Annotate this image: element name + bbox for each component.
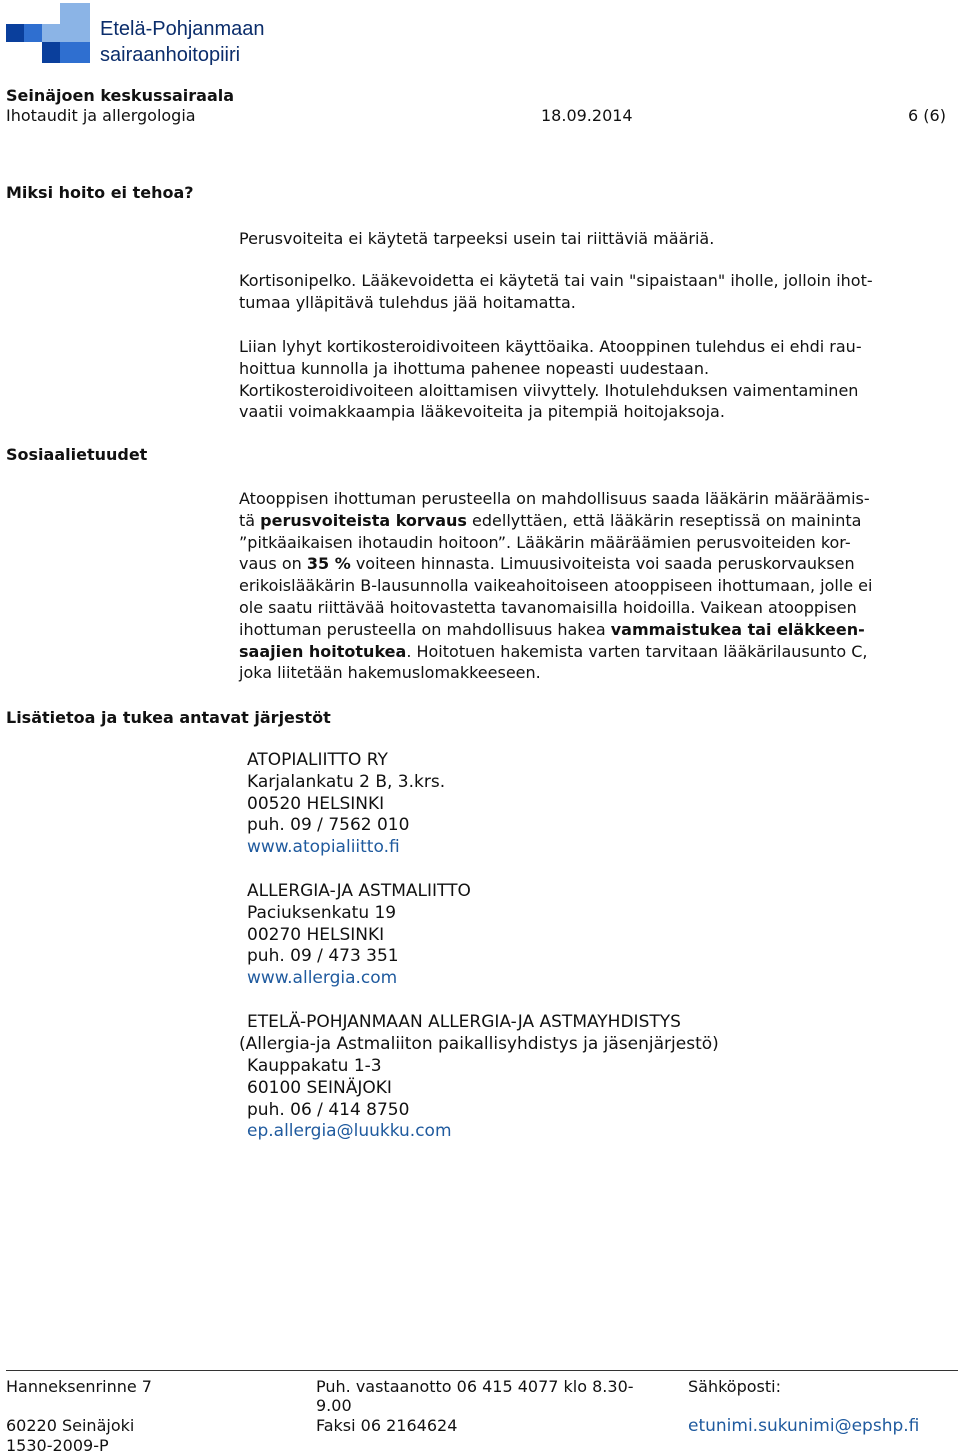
org-subtitle: (Allergia-ja Astmaliiton paikallisyhdistys ja jäsenjärjestö): [239, 1034, 719, 1054]
org-street: Paciuksenkatu 19: [247, 902, 397, 923]
footer-code: 1530-2009-P: [6, 1436, 109, 1455]
cross-logo-icon: [6, 3, 106, 65]
footer-phone-hours: 9.00: [316, 1396, 352, 1415]
org-website-link[interactable]: www.allergia.com: [247, 968, 398, 989]
text-line: Kortikosteroidivoiteen aloittamisen viivyttely. Ihotulehduksen vaimentaminen: [239, 380, 859, 400]
text-line: vaatii voimakkaampia lääkevoiteita ja pitempiä hoitojaksoja.: [239, 402, 725, 422]
section-heading-why: Miksi hoito ei tehoa?: [6, 183, 194, 202]
footer-email-label: Sähköposti:: [688, 1377, 781, 1396]
text-line: Liian lyhyt kortikosteroidivoiteen käyttöaika. Atooppinen tulehdus ei ehdi rau-: [239, 337, 862, 356]
text: edellyttäen, että lääkärin reseptissä on maininta: [466, 510, 862, 530]
bold-text: 35 %: [306, 554, 351, 574]
organization-name-line1: Etelä-Pohjanmaan: [100, 18, 265, 40]
org-name: ALLERGIA-JA ASTMALIITTO: [247, 881, 471, 901]
org-email-link[interactable]: ep.allergia@luukku.com: [247, 1121, 452, 1142]
org-city: 00270 HELSINKI: [247, 924, 385, 945]
text-line: ”pitkäaikaisen ihotaudin hoitoon”. Lääkärin määräämien perusvoiteiden kor-: [239, 532, 851, 552]
text: voiteen hinnasta. Limuusivoiteista voi saada peruskorvauksen: [350, 554, 855, 574]
org-street: Karjalankatu 2 B, 3.krs.: [247, 771, 446, 792]
organization-ep-yhdistys: [247, 1056, 452, 1143]
bold-text: perusvoiteista korvaus: [260, 510, 467, 530]
footer-fax: Faksi 06 2164624: [316, 1416, 458, 1435]
text-line: joka liitetään hakemuslomakkeeseen.: [239, 663, 541, 683]
bold-text: saajien hoitotukea: [239, 641, 407, 661]
text-line: tumaa ylläpitävä tulehdus jää hoitamatta.: [239, 292, 576, 312]
bold-text: vammaistukea tai eläkkeen-: [610, 619, 865, 639]
footer-divider: [6, 1370, 958, 1371]
text: . Hoitotuen hakemista varten tarvitaan lääkärilausunto C,: [406, 641, 868, 661]
organization-allergialiitto: [247, 881, 471, 990]
org-name: ETELÄ-POHJANMAAN ALLERGIA-JA ASTMAYHDISTYS: [247, 1012, 681, 1032]
org-city: 00520 HELSINKI: [247, 793, 385, 814]
text: ihottuman perusteella on mahdollisuus hakea: [239, 619, 611, 639]
org-phone: puh. 09 / 473 351: [247, 946, 399, 967]
text-line: hoittua kunnolla ja ihottuma pahenee nopeasti uudestaan.: [239, 358, 710, 378]
organization-name: [100, 18, 265, 66]
paragraph: Perusvoiteita ei käytetä tarpeeksi usein tai riittäviä määriä.: [239, 229, 715, 248]
org-street: Kauppakatu 1-3: [247, 1056, 382, 1076]
text-line: ole saatu riittävää hoitovastetta tavanomaisilla hoidoilla. Vaikean atooppisen: [239, 597, 857, 617]
text-line: [239, 553, 872, 575]
document-date: 18.09.2014: [541, 106, 633, 125]
text-line: [239, 641, 872, 663]
section-heading-social-benefits: Sosiaalietuudet: [6, 445, 148, 464]
org-city: 60100 SEINÄJOKI: [247, 1077, 392, 1098]
footer-street: Hanneksenrinne 7: [6, 1377, 152, 1396]
org-name: ATOPIALIITTO RY: [247, 750, 388, 770]
text-line: erikoislääkärin B-lausunnolla vaikeahoitoiseen atooppiseen ihottumaan, jolle ei: [239, 576, 873, 596]
organization-atopialiitto: [247, 750, 445, 859]
text: vaus on: [239, 554, 307, 574]
paragraph: [239, 488, 872, 684]
text-line: Atooppisen ihottuman perusteella on mahdollisuus saada lääkärin määräämis-: [239, 489, 870, 508]
text-line: Kortisonipelko. Lääkevoidetta ei käytetä tai vain "sipaistaan" iholle, jolloin ihot-: [239, 271, 873, 290]
page-number: 6 (6): [908, 106, 946, 125]
footer-city: 60220 Seinäjoki: [6, 1416, 135, 1435]
text-line: [239, 619, 872, 641]
unit-name: Ihotaudit ja allergologia: [6, 106, 196, 125]
hospital-name: Seinäjoen keskussairaala: [6, 86, 235, 105]
section-heading-organizations: Lisätietoa ja tukea antavat järjestöt: [6, 708, 331, 727]
org-phone: puh. 06 / 414 8750: [247, 1099, 410, 1120]
paragraph: [239, 270, 873, 314]
org-phone: puh. 09 / 7562 010: [247, 815, 410, 836]
text: tä: [239, 510, 261, 530]
paragraph: [239, 336, 862, 423]
org-website-link[interactable]: www.atopialiitto.fi: [247, 837, 400, 858]
footer-email-link[interactable]: etunimi.sukunimi@epshp.fi: [688, 1416, 920, 1436]
organization-name-line2: sairaanhoitopiiri: [100, 44, 241, 66]
footer-phone: Puh. vastaanotto 06 415 4077 klo 8.30-: [316, 1377, 634, 1396]
text-line: [239, 510, 872, 532]
